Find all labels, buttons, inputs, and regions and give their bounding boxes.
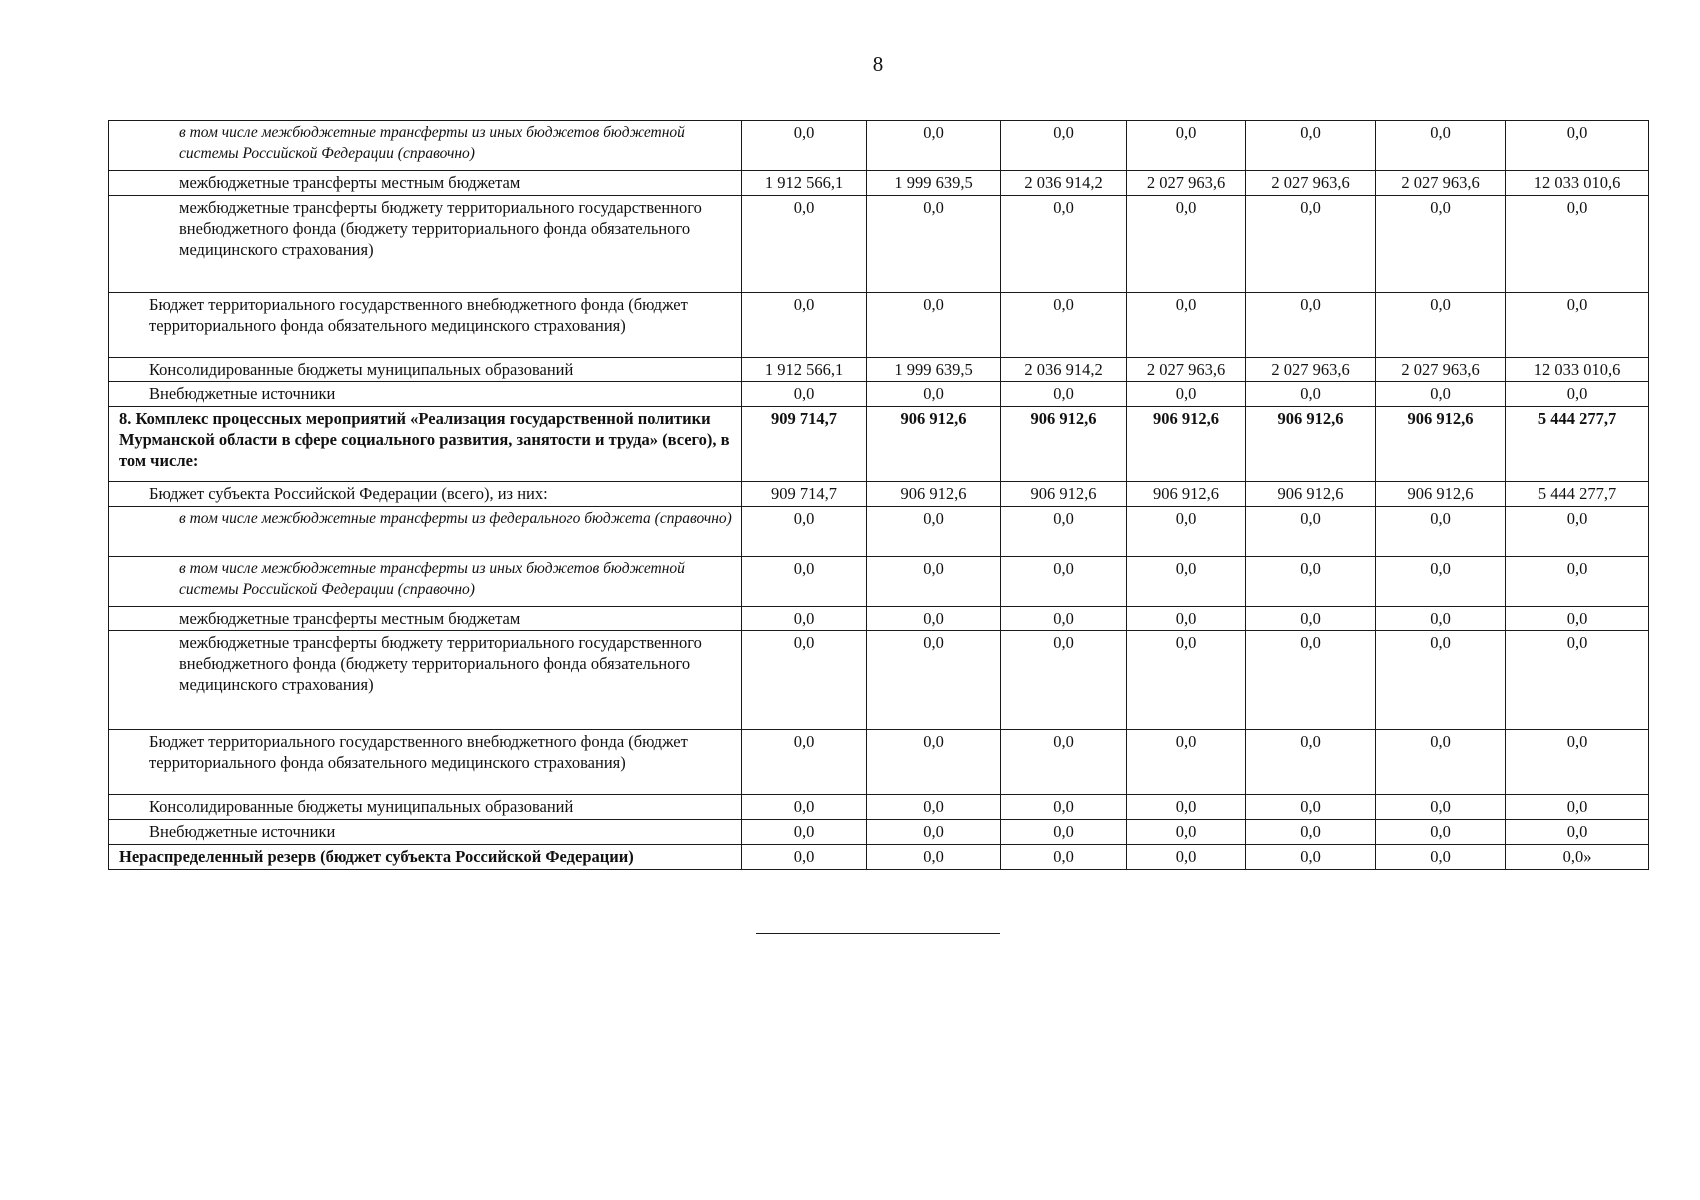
row-value: 0,0 — [1376, 795, 1506, 820]
row-value: 0,0 — [1246, 121, 1376, 171]
row-value: 0,0 — [867, 845, 1001, 870]
row-value: 0,0 — [742, 382, 867, 407]
row-value: 0,0 — [867, 293, 1001, 358]
row-value: 0,0 — [1246, 795, 1376, 820]
row-value: 2 027 963,6 — [1376, 358, 1506, 382]
row-value: 12 033 010,6 — [1506, 358, 1649, 382]
table-row — [109, 820, 1649, 845]
row-value: 0,0» — [1506, 845, 1649, 870]
row-label: Внебюджетные источники — [109, 820, 742, 845]
row-value: 0,0 — [1376, 557, 1506, 607]
row-label: в том числе межбюджетные трансферты из иных бюджетов бюджетной системы Российской Федерации (справочно) — [109, 121, 742, 171]
row-value: 906 912,6 — [1376, 407, 1506, 482]
row-value: 0,0 — [1246, 820, 1376, 845]
row-value: 0,0 — [1506, 293, 1649, 358]
row-value: 0,0 — [742, 507, 867, 557]
row-value: 2 027 963,6 — [1376, 171, 1506, 196]
row-value: 0,0 — [867, 382, 1001, 407]
row-value: 0,0 — [867, 795, 1001, 820]
row-value: 906 912,6 — [1001, 482, 1127, 507]
page-number: 8 — [872, 52, 884, 76]
row-value: 0,0 — [1376, 607, 1506, 631]
row-value: 0,0 — [867, 196, 1001, 293]
table-row — [109, 631, 1649, 730]
row-label: Бюджет территориального государственного внебюджетного фонда (бюджет территориального фонда обязательного медицинского страхования) — [109, 730, 742, 795]
table-row — [109, 121, 1649, 171]
row-label: Бюджет субъекта Российской Федерации (всего), из них: — [109, 482, 742, 507]
row-value: 0,0 — [1376, 293, 1506, 358]
row-value: 0,0 — [1246, 507, 1376, 557]
table-row — [109, 171, 1649, 196]
row-value: 0,0 — [1127, 382, 1246, 407]
row-value: 0,0 — [867, 820, 1001, 845]
row-value: 0,0 — [1506, 631, 1649, 730]
row-value: 0,0 — [1127, 196, 1246, 293]
row-label: Бюджет территориального государственного внебюджетного фонда (бюджет территориального фонда обязательного медицинского страхования) — [109, 293, 742, 358]
row-value: 0,0 — [742, 730, 867, 795]
row-label: в том числе межбюджетные трансферты из федерального бюджета (справочно) — [109, 507, 742, 557]
row-value: 0,0 — [1001, 845, 1127, 870]
row-value: 2 036 914,2 — [1001, 358, 1127, 382]
table-row — [109, 196, 1649, 293]
row-value: 0,0 — [1127, 507, 1246, 557]
table-row — [109, 795, 1649, 820]
table-row — [109, 358, 1649, 382]
table-row — [109, 607, 1649, 631]
row-value: 0,0 — [1246, 382, 1376, 407]
row-value: 0,0 — [1246, 196, 1376, 293]
row-value: 0,0 — [1127, 795, 1246, 820]
row-label: Консолидированные бюджеты муниципальных образований — [109, 358, 742, 382]
table-row — [109, 557, 1649, 607]
row-value: 0,0 — [1376, 382, 1506, 407]
row-value: 0,0 — [1001, 820, 1127, 845]
row-label: межбюджетные трансферты бюджету территориального государственного внебюджетного фонда (бюджету территориального фонда обязательного медицинского страхования) — [109, 631, 742, 730]
row-value: 0,0 — [742, 196, 867, 293]
row-value: 0,0 — [1246, 607, 1376, 631]
table-row — [109, 293, 1649, 358]
row-value: 0,0 — [1246, 845, 1376, 870]
row-value: 0,0 — [1127, 557, 1246, 607]
row-value: 0,0 — [867, 631, 1001, 730]
row-value: 0,0 — [1001, 631, 1127, 730]
row-value: 0,0 — [1506, 507, 1649, 557]
table-row — [109, 507, 1649, 557]
row-value: 906 912,6 — [1376, 482, 1506, 507]
row-value: 906 912,6 — [1127, 482, 1246, 507]
row-value: 0,0 — [1506, 730, 1649, 795]
row-value: 906 912,6 — [867, 482, 1001, 507]
row-value: 2 036 914,2 — [1001, 171, 1127, 196]
row-value: 906 912,6 — [1001, 407, 1127, 482]
row-value: 0,0 — [1246, 631, 1376, 730]
row-value: 0,0 — [1001, 730, 1127, 795]
row-label: межбюджетные трансферты бюджету территориального государственного внебюджетного фонда (бюджету территориального фонда обязательного медицинского страхования) — [109, 196, 742, 293]
row-value: 0,0 — [1376, 820, 1506, 845]
row-value: 0,0 — [742, 121, 867, 171]
row-value: 0,0 — [1376, 507, 1506, 557]
row-value: 909 714,7 — [742, 482, 867, 507]
row-value: 0,0 — [867, 557, 1001, 607]
row-value: 0,0 — [1246, 730, 1376, 795]
row-value: 0,0 — [742, 795, 867, 820]
table-row — [109, 730, 1649, 795]
row-value: 0,0 — [1246, 557, 1376, 607]
row-value: 2 027 963,6 — [1127, 358, 1246, 382]
row-value: 1 912 566,1 — [742, 358, 867, 382]
row-value: 0,0 — [1506, 820, 1649, 845]
row-value: 2 027 963,6 — [1246, 358, 1376, 382]
row-value: 0,0 — [1506, 196, 1649, 293]
budget-table — [108, 120, 1649, 870]
row-value: 0,0 — [1001, 196, 1127, 293]
row-value: 0,0 — [742, 845, 867, 870]
row-label: в том числе межбюджетные трансферты из иных бюджетов бюджетной системы Российской Федерации (справочно) — [109, 557, 742, 607]
row-value: 0,0 — [1001, 382, 1127, 407]
row-value: 0,0 — [1001, 293, 1127, 358]
row-value: 0,0 — [1127, 631, 1246, 730]
row-value: 906 912,6 — [1127, 407, 1246, 482]
table-row — [109, 845, 1649, 870]
row-value: 0,0 — [742, 820, 867, 845]
end-rule — [756, 933, 1000, 934]
row-value: 0,0 — [1127, 845, 1246, 870]
row-value: 12 033 010,6 — [1506, 171, 1649, 196]
row-value: 1 999 639,5 — [867, 171, 1001, 196]
row-value: 0,0 — [1506, 382, 1649, 407]
row-value: 0,0 — [867, 730, 1001, 795]
row-value: 5 444 277,7 — [1506, 482, 1649, 507]
row-value: 0,0 — [1001, 121, 1127, 171]
row-value: 2 027 963,6 — [1246, 171, 1376, 196]
row-label: Нераспределенный резерв (бюджет субъекта Российской Федерации) — [109, 845, 742, 870]
row-value: 0,0 — [1127, 730, 1246, 795]
row-value: 0,0 — [1376, 631, 1506, 730]
row-value: 0,0 — [1127, 293, 1246, 358]
row-value: 0,0 — [867, 607, 1001, 631]
row-label: межбюджетные трансферты местным бюджетам — [109, 607, 742, 631]
row-value: 906 912,6 — [1246, 407, 1376, 482]
row-value: 0,0 — [1376, 730, 1506, 795]
row-value: 1 999 639,5 — [867, 358, 1001, 382]
row-value: 0,0 — [1127, 607, 1246, 631]
row-value: 0,0 — [867, 121, 1001, 171]
row-value: 0,0 — [1127, 820, 1246, 845]
row-value: 0,0 — [1506, 607, 1649, 631]
table-row — [109, 382, 1649, 407]
row-value: 906 912,6 — [867, 407, 1001, 482]
row-value: 0,0 — [1001, 557, 1127, 607]
table-row — [109, 407, 1649, 482]
row-label: Консолидированные бюджеты муниципальных образований — [109, 795, 742, 820]
row-value: 0,0 — [742, 557, 867, 607]
table-body — [109, 121, 1649, 870]
row-label: межбюджетные трансферты местным бюджетам — [109, 171, 742, 196]
row-value: 0,0 — [1001, 507, 1127, 557]
row-value: 1 912 566,1 — [742, 171, 867, 196]
row-value: 0,0 — [1001, 795, 1127, 820]
row-value: 0,0 — [742, 293, 867, 358]
row-value: 0,0 — [1001, 607, 1127, 631]
row-value: 0,0 — [1376, 845, 1506, 870]
row-value: 0,0 — [1376, 196, 1506, 293]
row-value: 0,0 — [1506, 795, 1649, 820]
row-value: 906 912,6 — [1246, 482, 1376, 507]
row-value: 0,0 — [867, 507, 1001, 557]
row-label: Внебюджетные источники — [109, 382, 742, 407]
row-value: 2 027 963,6 — [1127, 171, 1246, 196]
row-value: 0,0 — [1376, 121, 1506, 171]
row-value: 909 714,7 — [742, 407, 867, 482]
row-value: 0,0 — [1506, 121, 1649, 171]
row-value: 0,0 — [1506, 557, 1649, 607]
row-value: 0,0 — [742, 607, 867, 631]
row-value: 0,0 — [1246, 293, 1376, 358]
row-value: 0,0 — [1127, 121, 1246, 171]
row-value: 5 444 277,7 — [1506, 407, 1649, 482]
row-value: 0,0 — [742, 631, 867, 730]
table-row — [109, 482, 1649, 507]
row-label: 8. Комплекс процессных мероприятий «Реализация государственной политики Мурманской области в сфере социального развития, занятости и труда» (всего), в том числе: — [109, 407, 742, 482]
